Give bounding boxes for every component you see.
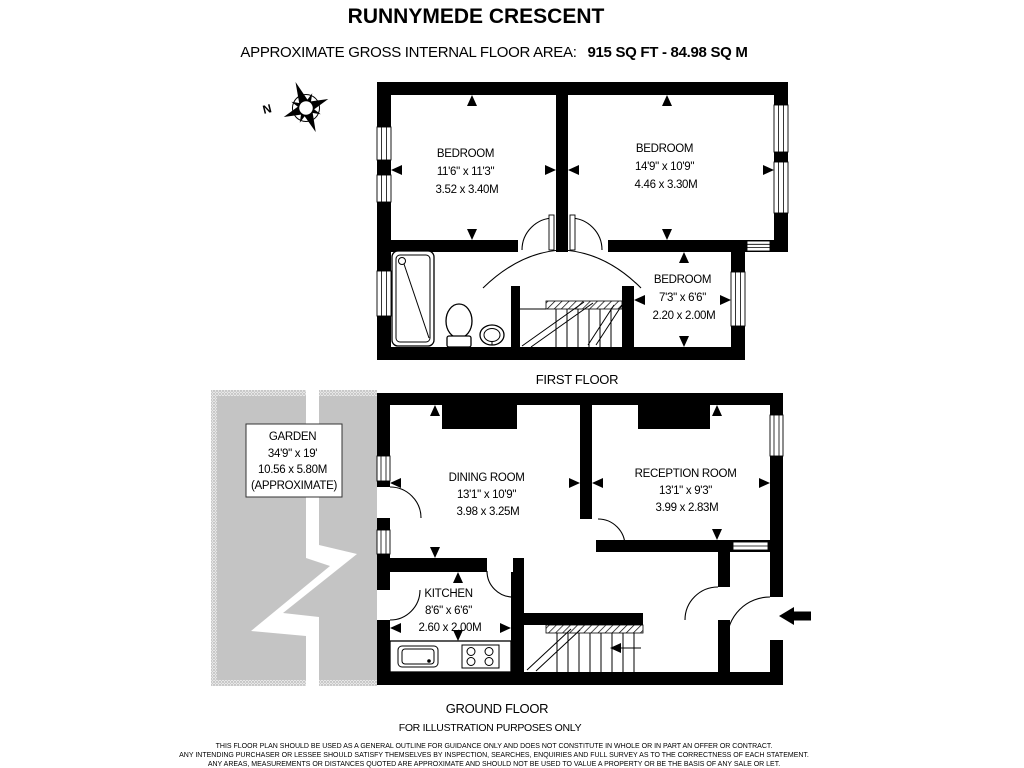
bedroom3-label: BEDROOM 7'3" x 6'6" 2.20 x 2.00M bbox=[652, 274, 716, 322]
area-line bbox=[240, 44, 747, 61]
illustration-note: FOR ILLUSTRATION PURPOSES ONLY bbox=[398, 722, 582, 734]
window bbox=[774, 162, 788, 213]
page-title: RUNNYMEDE CRESCENT bbox=[347, 5, 605, 28]
ground-floor-caption: GROUND FLOOR bbox=[445, 701, 549, 716]
window bbox=[731, 272, 745, 326]
compass-rose-icon bbox=[261, 73, 338, 141]
bathroom-fixtures bbox=[392, 251, 504, 347]
window bbox=[377, 127, 391, 160]
entrance-opening bbox=[770, 597, 783, 640]
toilet bbox=[446, 304, 472, 347]
first-floor-plan bbox=[377, 82, 788, 387]
area-label: APPROXIMATE GROSS INTERNAL FLOOR AREA: bbox=[240, 44, 577, 61]
kitchen-label: KITCHEN 8'6" x 6'6" 2.60 x 2.00M bbox=[418, 588, 482, 634]
window bbox=[747, 241, 770, 251]
garden-label: GARDEN 34'9" x 19' 10.56 x 5.80M (APPROXIMATE) bbox=[251, 431, 337, 492]
shower-tray bbox=[392, 251, 434, 346]
window bbox=[377, 530, 390, 554]
window bbox=[377, 456, 390, 481]
first-floor-caption: FIRST FLOOR bbox=[535, 372, 619, 387]
area-value: 915 SQ FT - 84.98 SQ M bbox=[587, 44, 748, 61]
compass-north-label: N bbox=[261, 101, 273, 117]
bedroom2-label: BEDROOM 14'9" x 10'9" 4.46 x 3.30M bbox=[634, 143, 698, 191]
ground-floor-plan bbox=[211, 390, 811, 716]
disclaimer-line-2: ANY INTENDING PURCHASER OR LESSEE SHOULD SATISFY THEMSELVES BY INSPECTION, SEARCHES, ENQUIRIES AND FULL SURVEY AS TO THE CORRECTNESS OF EACH STATEMENT. bbox=[179, 752, 809, 759]
disclaimer-line-3: ANY AREAS, MEASUREMENTS OR DISTANCES QUOTED ARE APPROXIMATE AND SHOULD NOT BE USED TO VALUE A PROPERTY OR BE THE BASIS OF ANY SALE OR LET. bbox=[207, 761, 781, 768]
window bbox=[774, 105, 788, 152]
entrance-arrow-icon bbox=[779, 607, 811, 625]
staircase-up bbox=[520, 301, 622, 347]
window bbox=[377, 271, 391, 316]
garden-area bbox=[211, 390, 377, 686]
garden-door-opening bbox=[377, 487, 390, 518]
bedroom1-label: BEDROOM 11'6" x 11'3" 3.52 x 3.40M bbox=[435, 148, 499, 196]
kitchen-inner-opening bbox=[487, 558, 513, 572]
window bbox=[733, 542, 768, 550]
kitchen-door-opening bbox=[377, 590, 390, 620]
wash-basin bbox=[480, 325, 504, 345]
window bbox=[770, 415, 783, 456]
first-floor-windows bbox=[377, 105, 788, 326]
staircase-down bbox=[527, 625, 643, 672]
kitchen-fixtures bbox=[390, 641, 511, 672]
dining-room-label: DINING ROOM 13'1" x 10'9" 3.98 x 3.25M bbox=[448, 472, 525, 518]
window bbox=[377, 175, 391, 202]
disclaimer-line-1: THIS FLOOR PLAN SHOULD BE USED AS A GENERAL OUTLINE FOR GUIDANCE ONLY AND DOES NOT CONSTITUTE IN WHOLE OR IN PART AN OFFER OR CONTRACT. bbox=[215, 743, 773, 750]
reception-room-label: RECEPTION ROOM 13'1" x 9'3" 3.99 x 2.83M bbox=[634, 468, 737, 514]
